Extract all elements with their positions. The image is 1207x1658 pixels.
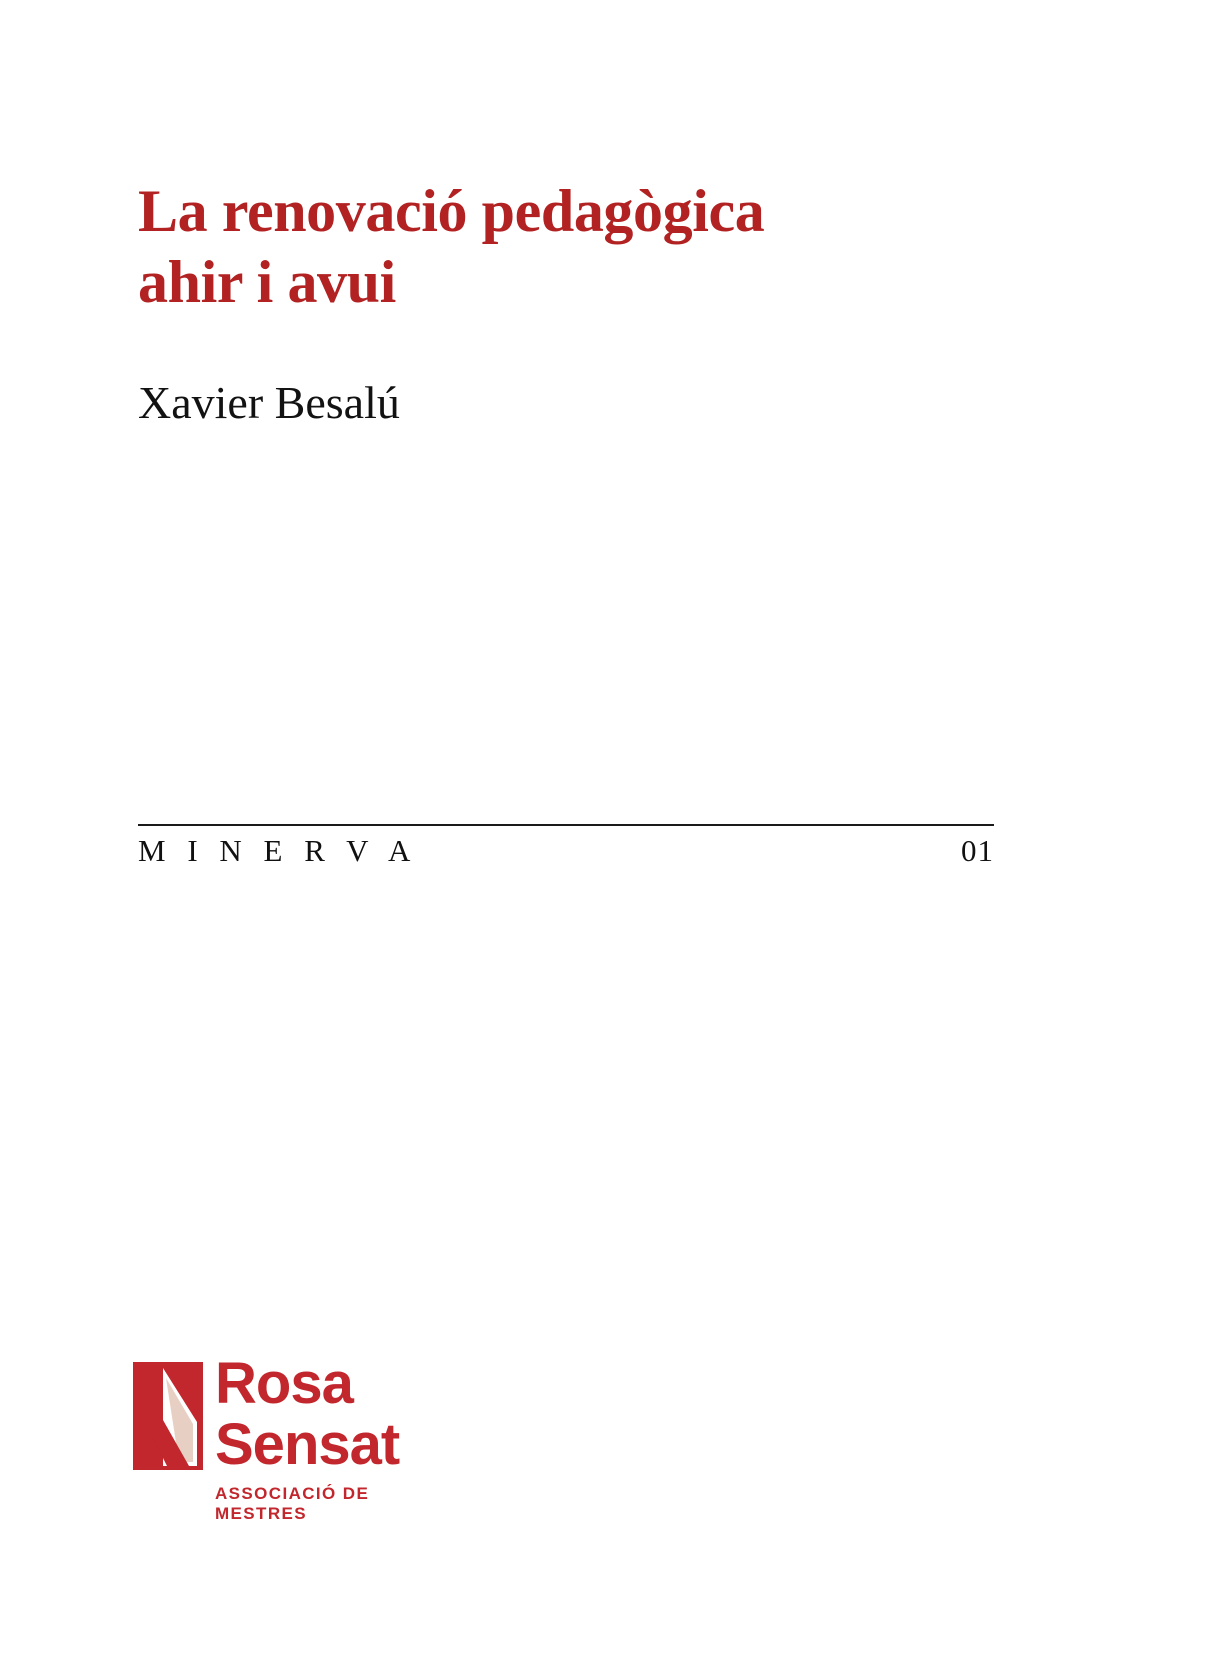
title-block	[138, 176, 968, 318]
publisher-logo	[133, 1351, 433, 1523]
series-divider	[138, 824, 994, 826]
title-line-2: ahir i avui	[138, 248, 396, 315]
series-name: M I N E R V A	[138, 833, 418, 868]
page-title	[138, 176, 968, 318]
series-number: 01	[961, 833, 994, 868]
publisher-wordmark	[215, 1351, 400, 1478]
title-line-1: La renovació pedagògica	[138, 178, 765, 244]
author-name: Xavier Besalú	[138, 377, 400, 428]
publisher-tagline: ASSOCIACIÓ DE MESTRES	[215, 1484, 370, 1523]
publisher-name-line-2: Sensat	[215, 1412, 400, 1478]
rosa-sensat-r-logo-icon	[133, 1362, 203, 1470]
series-row	[138, 833, 994, 869]
publisher-name-line-1: Rosa	[215, 1351, 353, 1416]
